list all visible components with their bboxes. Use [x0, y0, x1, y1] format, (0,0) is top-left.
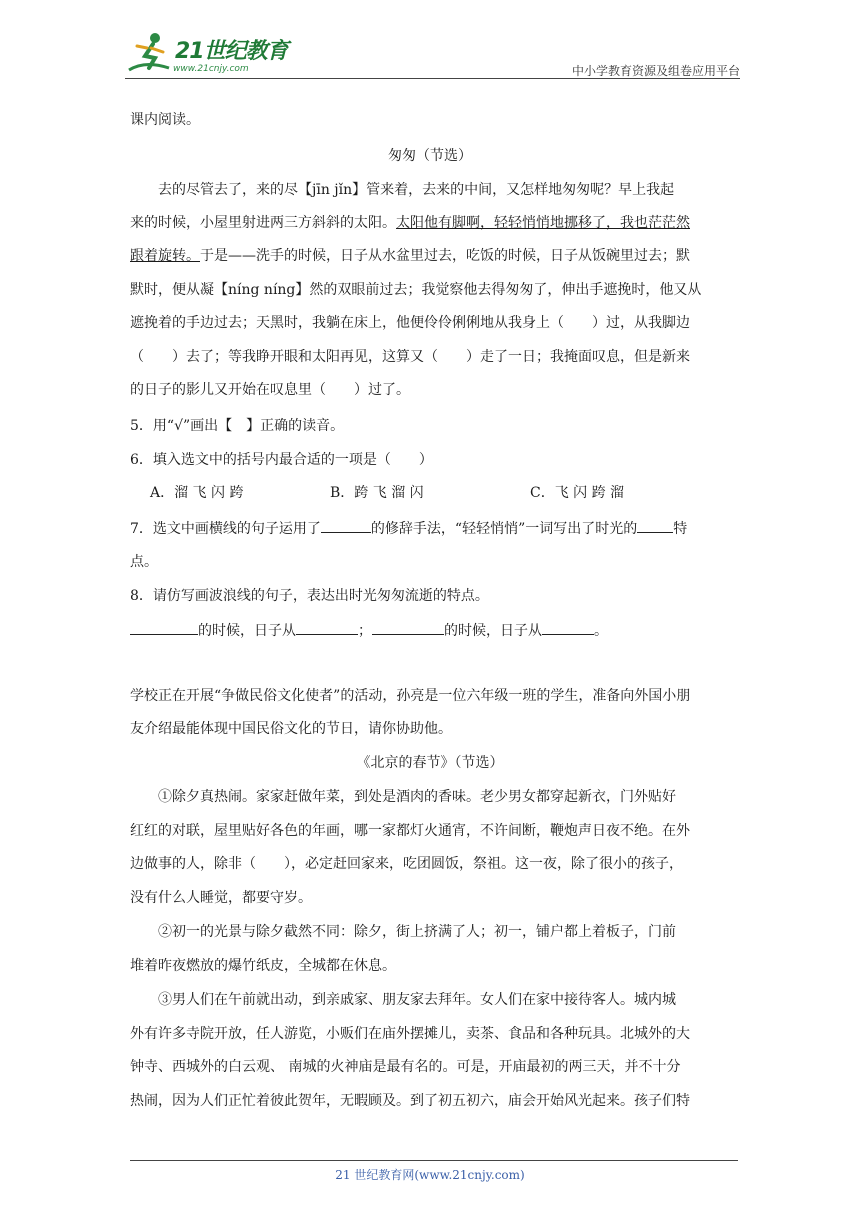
passage2-line: 没有什么人睡觉，都要守岁。	[130, 890, 312, 906]
option-b: B．跨 飞 溜 闪	[330, 485, 424, 501]
passage2-line: ③男人们在午前就出动，到亲戚家、朋友家去拜年。女人们在家中接待客人。城内城	[158, 992, 676, 1008]
answer-blank[interactable]	[637, 518, 673, 533]
answer-blank[interactable]	[542, 620, 594, 635]
question-5: 5．用“√”画出【 】正确的读音。	[130, 418, 345, 434]
runner-logo-icon	[125, 30, 175, 76]
q8-text: 的时候，日子从	[444, 623, 542, 639]
option-a: A．溜 飞 闪 跨	[150, 485, 244, 501]
passage2-line: 外有许多寺院开放，任人游览，小贩们在庙外摆摊儿，卖茶、食品和各种玩具。北城外的大	[130, 1026, 690, 1042]
passage1-line	[130, 246, 730, 266]
section2-intro: 友介绍最能体现中国民俗文化的节日，请你协助他。	[130, 721, 452, 737]
passage1-line	[130, 213, 730, 233]
answer-blank[interactable]	[296, 620, 358, 635]
platform-name: 中小学教育资源及组卷应用平台	[571, 64, 740, 78]
passage2-line: 钟寺、西城外的白云观、 南城的火神庙是最有名的。可是，开庙最初的两三天，并不十分	[130, 1059, 681, 1075]
section1-title: 匆匆（节选）	[388, 148, 472, 164]
logo-url: www.21cnjy.com	[173, 64, 249, 74]
page-header	[125, 30, 740, 80]
question-8-blanks	[130, 620, 730, 641]
answer-blank[interactable]	[372, 620, 444, 635]
header-divider	[125, 78, 740, 79]
passage1-line: 的日子的影儿又开始在叹息里（ ）过了。	[130, 382, 410, 398]
section2-title: 《北京的春节》（节选）	[356, 755, 504, 771]
underlined-sentence: 太阳他有脚啊，轻轻悄悄地挪移了，我也茫茫然	[396, 215, 690, 231]
passage2-line: 热闹，因为人们正忙着彼此贺年，无暇顾及。到了初五初六，庙会开始风光起来。孩子们特	[130, 1093, 690, 1109]
underlined-sentence: 跟着旋转。	[130, 248, 200, 264]
passage1-line: 默时，便从凝【níng níng】然的双眼前过去；我觉察他去得匆匆了，伸出手遮挽时，他又从	[130, 282, 702, 298]
section2-intro: 学校正在开展“争做民俗文化使者”的活动，孙亮是一位六年级一班的学生，准备向外国小朋	[130, 688, 691, 704]
q8-text: 。	[594, 623, 608, 639]
question-7-text: 的修辞手法，“轻轻悄悄”一词写出了时光的	[370, 521, 638, 537]
footer-link[interactable]: 21 世纪教育网(www.21cnjy.com)	[335, 1168, 525, 1182]
answer-blank[interactable]	[130, 620, 198, 635]
logo-text: 21世纪教育	[175, 39, 288, 64]
passage1-line: （ ）去了；等我睁开眼和太阳再见，这算又（ ）走了一日；我掩面叹息，但是新来	[130, 349, 690, 365]
site-logo	[125, 30, 305, 80]
passage2-line: ②初一的光景与除夕截然不同：除夕，街上挤满了人；初一，铺户都上着板子，门前	[158, 924, 676, 940]
passage2-line: 堆着昨夜燃放的爆竹纸皮，全城都在休息。	[130, 958, 396, 974]
question-7-text: 7．选文中画横线的句子运用了	[130, 521, 321, 537]
passage2-line: 边做事的人，除非（ ），必定赶回家来，吃团圆饭，祭祖。这一夜，除了很小的孩子，	[130, 856, 683, 872]
question-6: 6．填入选文中的括号内最合适的一项是（ ）	[130, 452, 433, 468]
passage1-text: 于是——洗手的时候，日子从水盆里过去，吃饭的时候，日子从饭碗里过去；默	[200, 248, 690, 264]
passage2-line: ①除夕真热闹。家家赶做年菜，到处是酒肉的香味。老少男女都穿起新衣，门外贴好	[158, 789, 676, 805]
passage1-line: 遮挽着的手边过去；天黑时，我躺在床上，他便伶伶俐俐地从我身上（ ）过，从我脚边	[130, 315, 690, 331]
q8-text: 的时候，日子从	[198, 623, 296, 639]
question-7	[130, 518, 730, 539]
section1-intro: 课内阅读。	[130, 112, 200, 128]
question-7-text: 特	[673, 521, 688, 537]
passage1-text: 来的时候，小屋里射进两三方斜斜的太阳。	[130, 215, 396, 231]
footer-divider	[130, 1160, 738, 1161]
question-8: 8．请仿写画波浪线的句子，表达出时光匆匆流逝的特点。	[130, 588, 489, 604]
passage2-line: 红红的对联，屋里贴好各色的年画，哪一家都灯火通宵，不许间断，鞭炮声日夜不绝。在外	[130, 823, 690, 839]
passage1-line: 去的尽管去了，来的尽【jīn jǐn】管来着，去来的中间，又怎样地匆匆呢？早上我起	[158, 182, 675, 198]
q8-text: ；	[358, 623, 372, 639]
answer-blank[interactable]	[321, 518, 371, 533]
option-c: C．飞 闪 跨 溜	[530, 485, 625, 501]
question-7-end: 点。	[130, 554, 158, 570]
